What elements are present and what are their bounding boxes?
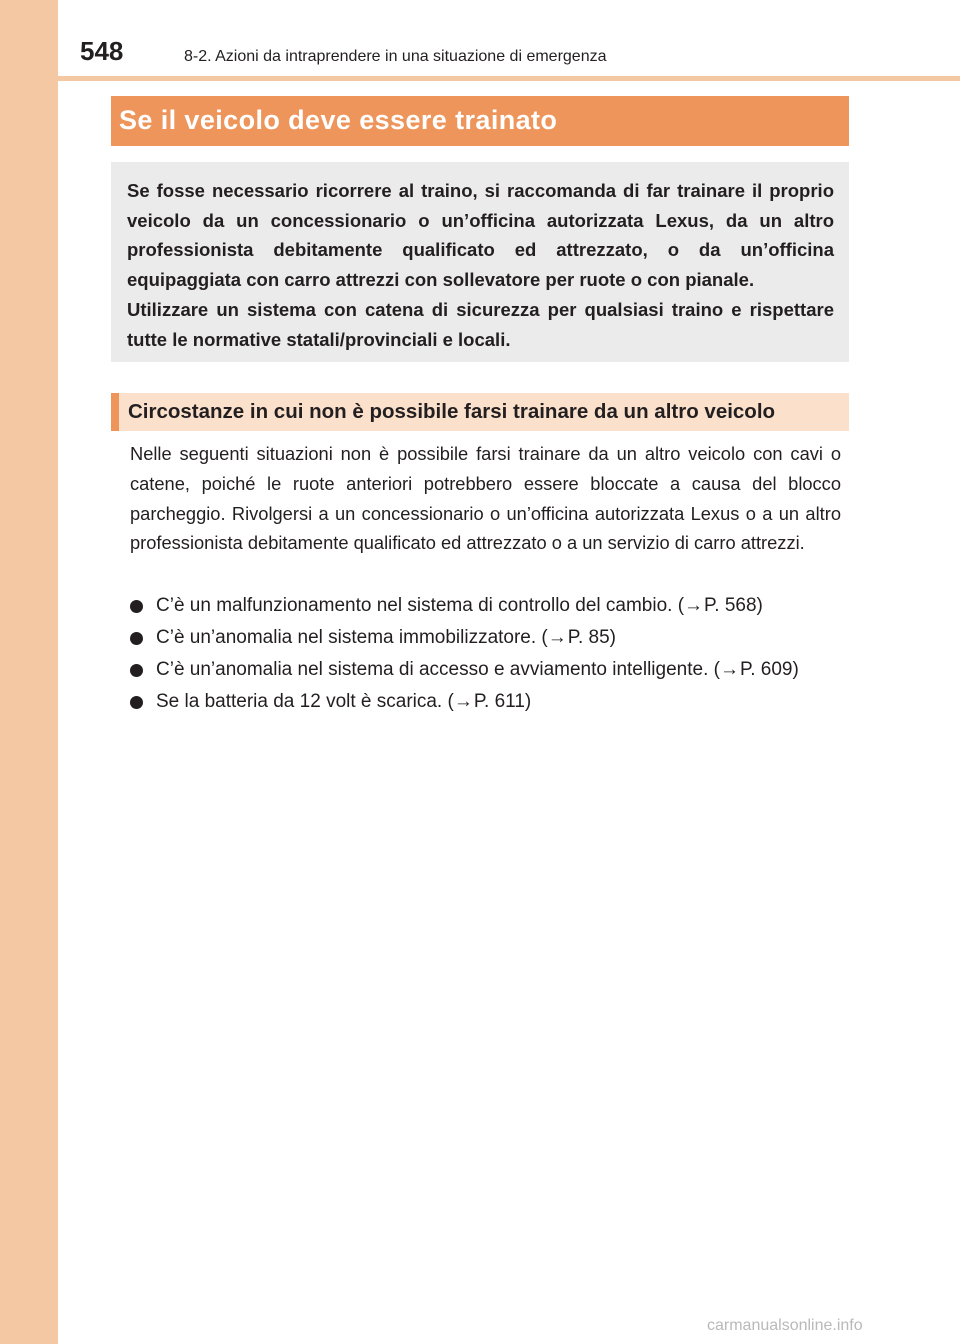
watermark: carmanualsonline.info [707,1317,863,1334]
section-title-bar [111,96,849,146]
arrow-right-icon: → [719,659,739,680]
page-reference-link[interactable]: P. 85) [567,627,617,648]
page-reference-link[interactable]: P. 568) [704,595,763,616]
page-reference-link[interactable]: P. 609) [739,659,799,680]
bullet-dot-icon [130,696,143,709]
bullet-text: C’è un’anomalia nel sistema di accesso e avviamento intelligente. ( [156,659,720,680]
bullet-text: C’è un malfunzionamento nel sistema di controllo del cambio. ( [156,595,685,616]
bullet-text: C’è un’anomalia nel sistema immobilizzatore. ( [156,627,548,648]
running-head: 8-2. Azioni da intraprendere in una situazione di emergenza [184,48,607,65]
arrow-right-icon: → [547,627,567,648]
bullet-list [130,592,850,720]
bullet-dot-icon [130,632,143,645]
bullet-dot-icon [130,600,143,613]
intro-paragraph: Se fosse necessario ricorrere al traino, si raccomanda di far trainare il proprio veicolo da un concessionario o un’officina autorizzata Lexus, da un altro professionista debitamente qualificato ed attrezzato, o da un’officina equipaggiata con carro attrezzi con sollevatore per ruote o con pianale. [127,180,834,291]
subsection-accent [111,393,119,431]
intro-text [127,176,834,354]
list-item [130,688,850,720]
bullet-dot-icon [130,664,143,677]
header-rule [0,76,960,81]
intro-box [111,162,849,362]
page-number: 548 [80,36,124,66]
page-reference-link[interactable]: P. 611) [473,691,532,712]
intro-paragraph: Utilizzare un sistema con catena di sicurezza per qualsiasi traino e rispettare tutte le normative statali/provinciali e locali. [127,298,834,350]
section-title: Se il veicolo deve essere trainato [119,105,558,135]
arrow-right-icon: → [453,691,473,712]
list-item [130,656,850,688]
subsection-title-bar [111,393,849,431]
arrow-right-icon: → [684,595,704,616]
body-paragraph: Nelle seguenti situazioni non è possibile farsi trainare da un altro veicolo con cavi o catene, poiché le ruote anteriori potrebbero essere bloccate a causa del blocco parcheggio. Rivolgersi a un concessionario o un’officina autorizzata Lexus o a un altro professionista debitamente qualificato ed attrezzato o a un servizio di carro attrezzi. [130,443,841,554]
subsection-title: Circostanze in cui non è possibile farsi trainare da un altro veicolo [128,400,776,423]
list-item [130,592,850,624]
bullet-text: Se la batteria da 12 volt è scarica. ( [156,691,454,712]
list-item [130,624,850,656]
side-color-strip [0,0,58,1344]
